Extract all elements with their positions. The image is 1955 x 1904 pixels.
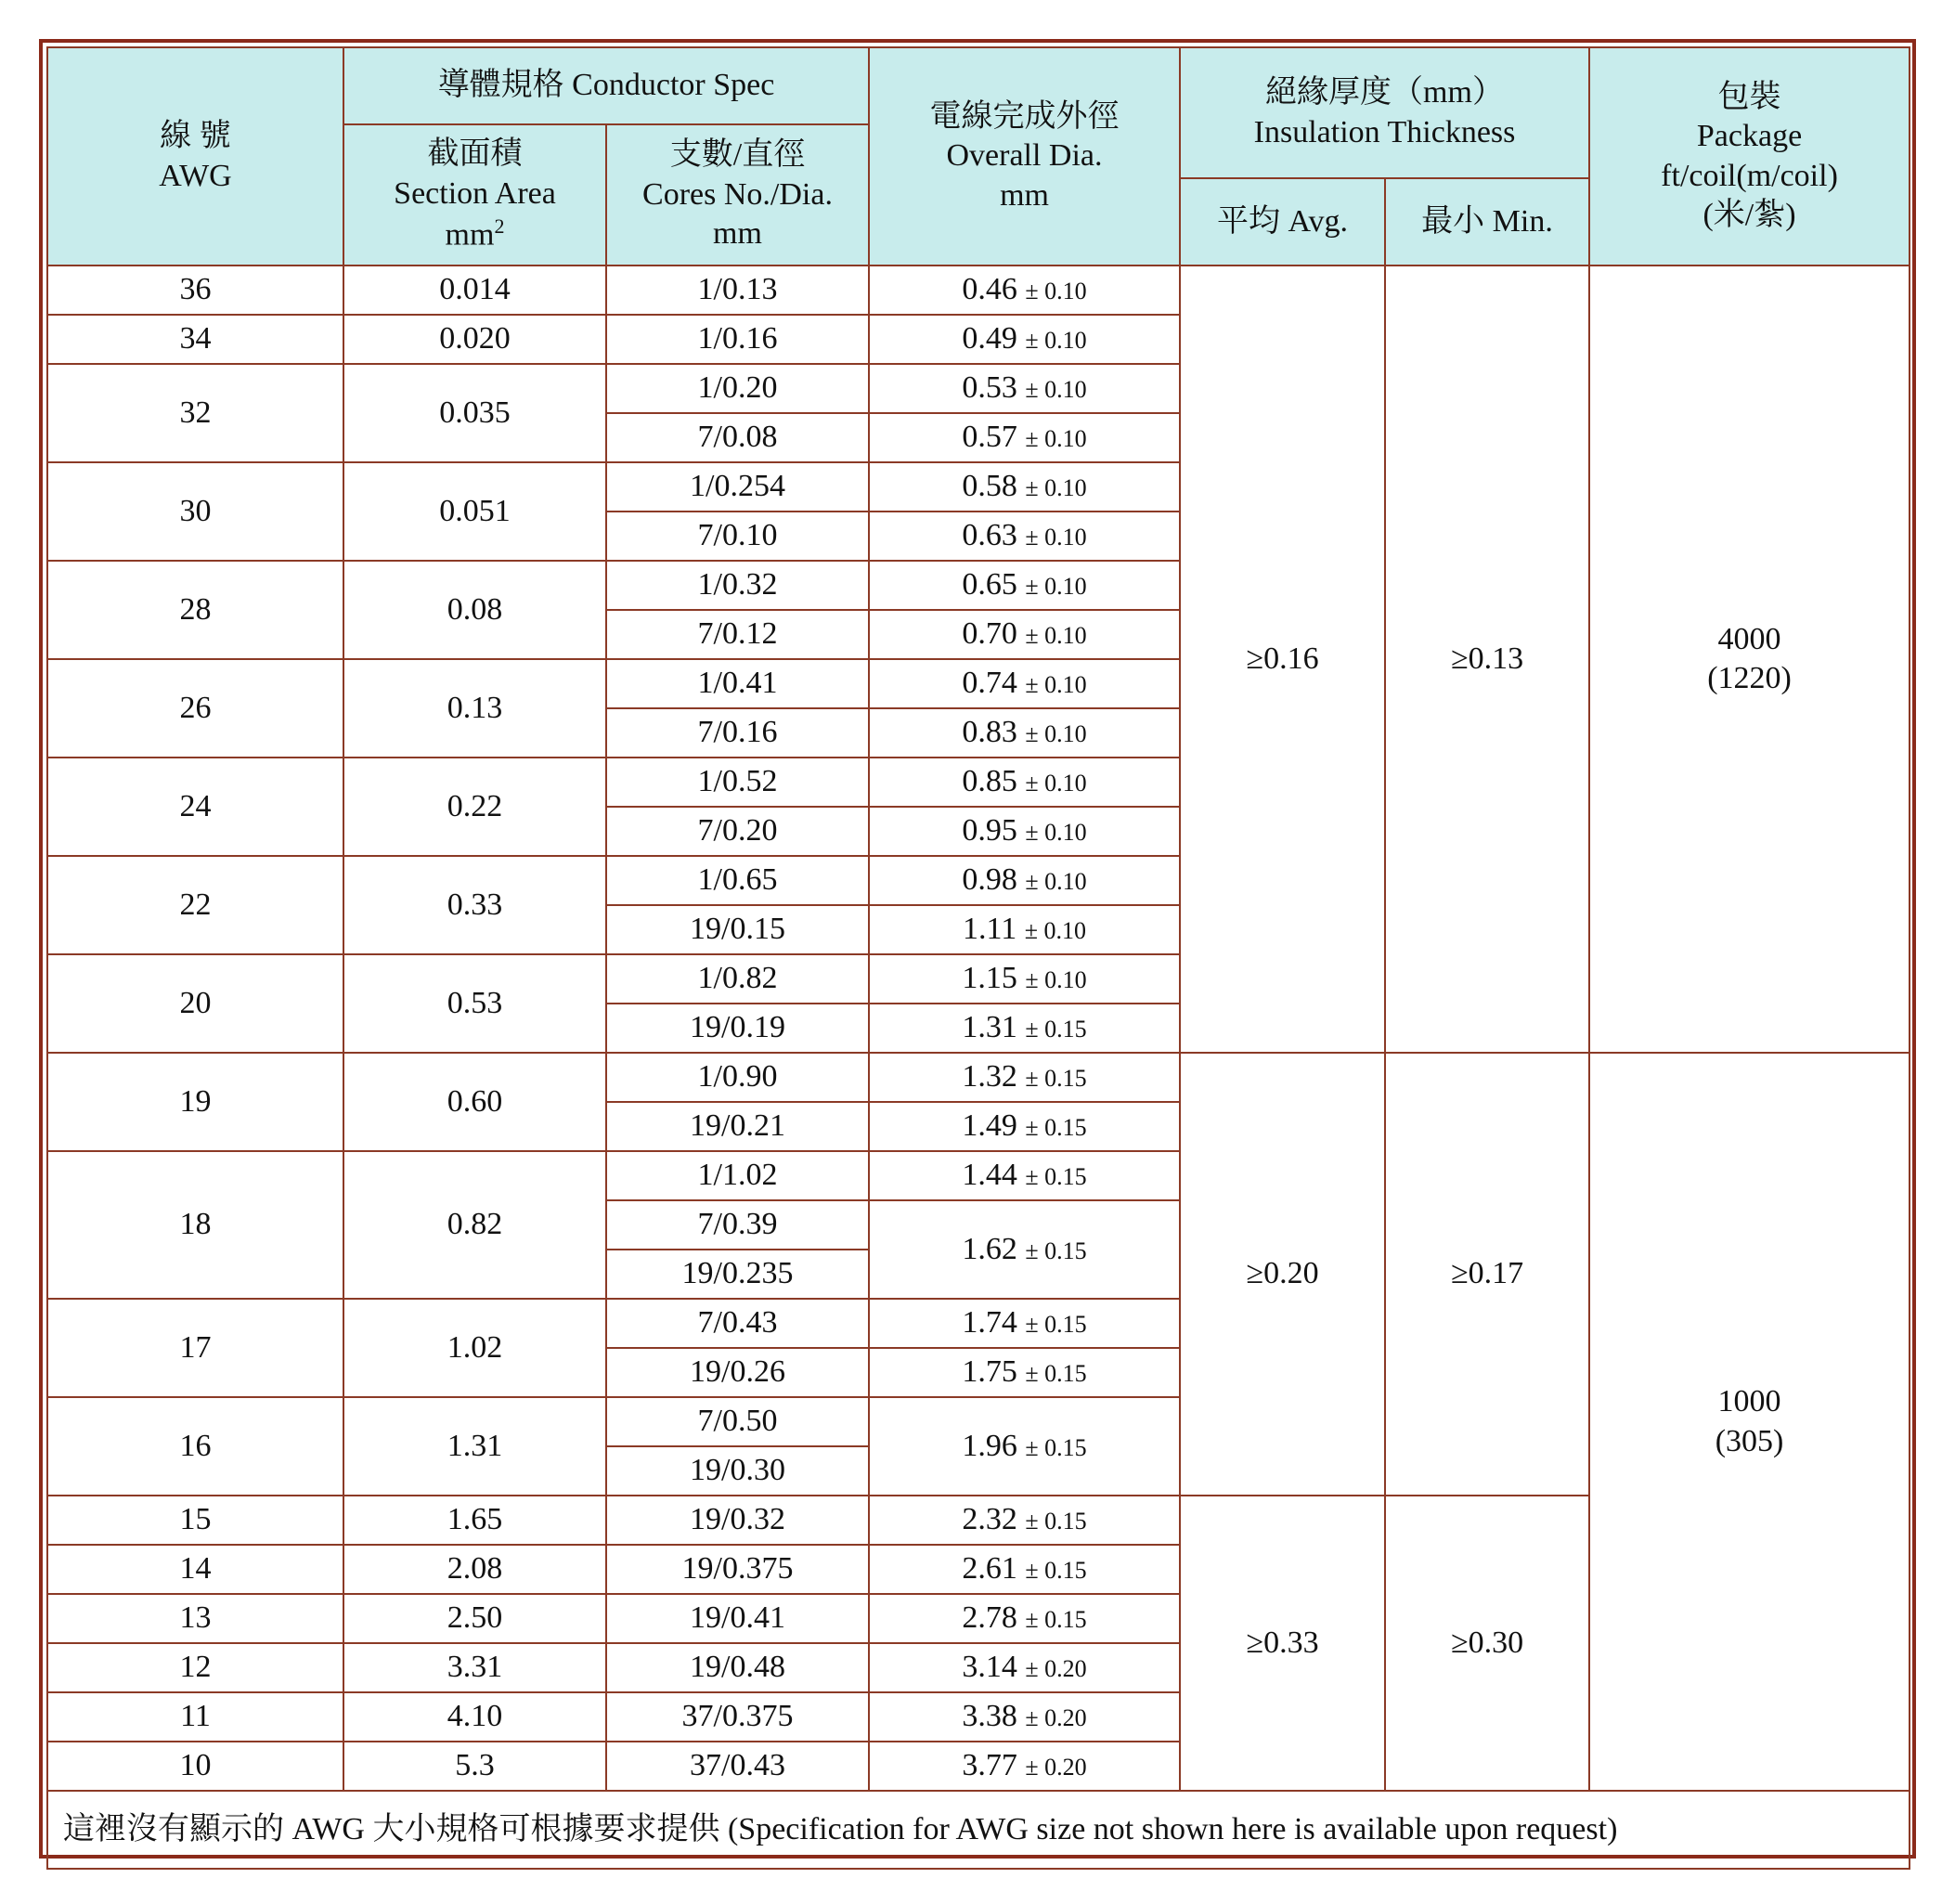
dia-tolerance: ± 0.10 — [1025, 966, 1087, 994]
dia-tolerance: ± 0.10 — [1025, 770, 1087, 797]
dia-value: 1.44 — [962, 1158, 1017, 1193]
section-area-cell: 2.08 — [343, 1545, 606, 1594]
dia-value: 0.46 — [962, 272, 1017, 307]
overall-dia-cell — [869, 462, 1180, 512]
insulation-avg-cell: ≥0.16 — [1180, 266, 1385, 1053]
insulation-avg-cell: ≥0.33 — [1180, 1496, 1385, 1791]
header-awg: 線 號 AWG — [47, 47, 343, 266]
cores-cell: 1/0.20 — [606, 364, 869, 413]
cores-cell: 1/1.02 — [606, 1151, 869, 1200]
cores-cell: 1/0.82 — [606, 954, 869, 1004]
cores-cell: 37/0.43 — [606, 1742, 869, 1791]
header-insulation: 絕緣厚度（mm） Insulation Thickness — [1180, 47, 1589, 178]
dia-tolerance: ± 0.15 — [1025, 1557, 1087, 1585]
section-area-cell: 0.035 — [343, 364, 606, 462]
package-cell — [1589, 1053, 1910, 1791]
dia-tolerance: ± 0.15 — [1025, 1508, 1087, 1535]
header-min: 最小 Min. — [1385, 178, 1589, 266]
dia-value: 2.78 — [962, 1600, 1017, 1636]
insulation-min-cell: ≥0.30 — [1385, 1496, 1589, 1791]
header-avg: 平均 Avg. — [1180, 178, 1385, 266]
section-area-cell: 1.02 — [343, 1299, 606, 1397]
section-area-cell: 0.82 — [343, 1151, 606, 1299]
cores-cell: 7/0.08 — [606, 413, 869, 462]
dia-tolerance: ± 0.10 — [1025, 278, 1087, 305]
awg-cell: 12 — [47, 1643, 343, 1692]
section-area-cell: 5.3 — [343, 1742, 606, 1791]
header-conductor-spec: 導體規格 Conductor Spec — [343, 47, 869, 124]
dia-value: 0.58 — [962, 469, 1017, 504]
overall-dia-cell — [869, 610, 1180, 659]
overall-dia-cell — [869, 315, 1180, 364]
cores-cell: 1/0.32 — [606, 561, 869, 610]
overall-dia-cell — [869, 1397, 1180, 1496]
dia-value: 1.31 — [962, 1010, 1017, 1045]
cores-cell: 19/0.32 — [606, 1496, 869, 1545]
dia-tolerance: ± 0.15 — [1025, 1606, 1087, 1634]
overall-dia-cell — [869, 1348, 1180, 1397]
package-m: (305) — [1715, 1423, 1784, 1458]
overall-dia-cell — [869, 954, 1180, 1004]
overall-dia-cell — [869, 708, 1180, 758]
dia-tolerance: ± 0.15 — [1025, 1016, 1087, 1043]
dia-value: 1.15 — [962, 961, 1017, 996]
overall-dia-cell — [869, 1299, 1180, 1348]
overall-dia-cell — [869, 1742, 1180, 1791]
dia-tolerance: ± 0.10 — [1025, 376, 1087, 404]
dia-tolerance: ± 0.15 — [1025, 1360, 1087, 1388]
dia-tolerance: ± 0.15 — [1025, 1065, 1087, 1093]
dia-tolerance: ± 0.20 — [1025, 1754, 1087, 1781]
awg-cell: 22 — [47, 856, 343, 954]
section-area-cell: 4.10 — [343, 1692, 606, 1742]
awg-cell: 26 — [47, 659, 343, 758]
dia-tolerance: ± 0.20 — [1025, 1704, 1087, 1732]
dia-value: 0.65 — [962, 567, 1017, 602]
overall-dia-cell — [869, 856, 1180, 905]
dia-value: 1.96 — [962, 1428, 1017, 1463]
overall-dia-cell — [869, 1151, 1180, 1200]
awg-cell: 18 — [47, 1151, 343, 1299]
table-row — [47, 266, 1910, 315]
cores-cell: 1/0.52 — [606, 758, 869, 807]
awg-cell: 24 — [47, 758, 343, 856]
cores-cell: 19/0.26 — [606, 1348, 869, 1397]
dia-value: 0.85 — [962, 764, 1017, 799]
cores-cell: 19/0.48 — [606, 1643, 869, 1692]
awg-cell: 17 — [47, 1299, 343, 1397]
overall-dia-cell — [869, 659, 1180, 708]
overall-dia-cell — [869, 1545, 1180, 1594]
dia-value: 3.14 — [962, 1650, 1017, 1685]
overall-dia-cell — [869, 807, 1180, 856]
dia-value: 3.38 — [962, 1699, 1017, 1734]
dia-value: 1.32 — [962, 1059, 1017, 1094]
dia-value: 0.83 — [962, 715, 1017, 750]
section-area-cell: 0.051 — [343, 462, 606, 561]
awg-cell: 10 — [47, 1742, 343, 1791]
table-header — [47, 47, 1910, 266]
header-package: 包裝 Package ft/coil(m/coil) (米/紮) — [1589, 47, 1910, 266]
package-ft: 4000 — [1717, 621, 1781, 656]
dia-tolerance: ± 0.15 — [1025, 1237, 1087, 1264]
dia-tolerance: ± 0.10 — [1025, 474, 1087, 502]
package-ft: 1000 — [1717, 1384, 1781, 1418]
dia-value: 2.32 — [962, 1502, 1017, 1537]
overall-dia-cell — [869, 758, 1180, 807]
section-area-cell: 0.08 — [343, 561, 606, 659]
section-area-cell: 0.014 — [343, 266, 606, 315]
dia-tolerance: ± 0.10 — [1025, 819, 1087, 847]
cores-cell: 1/0.90 — [606, 1053, 869, 1102]
cores-cell: 1/0.254 — [606, 462, 869, 512]
overall-dia-cell — [869, 1102, 1180, 1151]
cores-cell: 7/0.16 — [606, 708, 869, 758]
cores-cell: 19/0.235 — [606, 1250, 869, 1299]
section-area-cell: 1.65 — [343, 1496, 606, 1545]
section-area-cell: 1.31 — [343, 1397, 606, 1496]
dia-value: 1.49 — [962, 1108, 1017, 1144]
cores-cell: 7/0.20 — [606, 807, 869, 856]
overall-dia-cell — [869, 512, 1180, 561]
dia-value: 0.53 — [962, 370, 1017, 406]
overall-dia-cell — [869, 1200, 1180, 1299]
cores-cell: 1/0.16 — [606, 315, 869, 364]
dia-tolerance: ± 0.10 — [1025, 425, 1087, 453]
awg-cell: 13 — [47, 1594, 343, 1643]
cores-cell: 19/0.21 — [606, 1102, 869, 1151]
overall-dia-cell — [869, 1594, 1180, 1643]
dia-tolerance: ± 0.10 — [1025, 622, 1087, 650]
awg-cell: 14 — [47, 1545, 343, 1594]
dia-value: 0.49 — [962, 321, 1017, 356]
overall-dia-cell — [869, 1692, 1180, 1742]
awg-cell: 28 — [47, 561, 343, 659]
package-m: (1220) — [1707, 661, 1792, 695]
footnote: 這裡沒有顯示的 AWG 大小規格可根據要求提供 (Specification for AWG size not shown here is available upon request) — [47, 1791, 1910, 1869]
section-area-cell: 0.53 — [343, 954, 606, 1053]
insulation-min-cell: ≥0.17 — [1385, 1053, 1589, 1496]
package-cell — [1589, 266, 1910, 1053]
overall-dia-cell — [869, 561, 1180, 610]
dia-value: 0.74 — [962, 666, 1017, 701]
header-overall-dia: 電線完成外徑 Overall Dia. mm — [869, 47, 1180, 266]
cores-cell: 1/0.41 — [606, 659, 869, 708]
overall-dia-cell — [869, 266, 1180, 315]
dia-tolerance: ± 0.10 — [1025, 720, 1087, 748]
awg-cell: 19 — [47, 1053, 343, 1151]
dia-tolerance: ± 0.15 — [1025, 1163, 1087, 1191]
cores-cell: 1/0.13 — [606, 266, 869, 315]
cores-cell: 7/0.43 — [606, 1299, 869, 1348]
table-row — [47, 1053, 1910, 1102]
dia-tolerance: ± 0.10 — [1025, 327, 1087, 355]
dia-value: 0.63 — [962, 518, 1017, 553]
insulation-avg-cell: ≥0.20 — [1180, 1053, 1385, 1496]
cores-cell: 1/0.65 — [606, 856, 869, 905]
dia-value: 1.11 — [963, 912, 1017, 947]
overall-dia-cell — [869, 364, 1180, 413]
header-section-area: 截面積 Section Area $mm^2$ — [343, 124, 606, 266]
dia-tolerance: ± 0.10 — [1025, 573, 1087, 601]
table-body — [47, 266, 1910, 1791]
overall-dia-cell — [869, 1643, 1180, 1692]
overall-dia-cell — [869, 1053, 1180, 1102]
dia-value: 0.95 — [962, 813, 1017, 848]
awg-cell: 30 — [47, 462, 343, 561]
dia-tolerance: ± 0.10 — [1025, 868, 1087, 896]
section-area-cell: 0.60 — [343, 1053, 606, 1151]
overall-dia-cell — [869, 905, 1180, 954]
cores-cell: 7/0.50 — [606, 1397, 869, 1446]
section-area-cell: 0.33 — [343, 856, 606, 954]
section-area-cell: 3.31 — [343, 1643, 606, 1692]
awg-cell: 36 — [47, 266, 343, 315]
cores-cell: 7/0.39 — [606, 1200, 869, 1250]
dia-tolerance: ± 0.10 — [1025, 671, 1087, 699]
dia-value: 1.62 — [962, 1231, 1017, 1266]
overall-dia-cell — [869, 1004, 1180, 1053]
dia-value: 0.98 — [962, 862, 1017, 898]
dia-tolerance: ± 0.10 — [1024, 917, 1087, 945]
cores-cell: 19/0.30 — [606, 1446, 869, 1496]
cores-cell: 7/0.10 — [606, 512, 869, 561]
awg-cell: 32 — [47, 364, 343, 462]
cores-cell: 19/0.19 — [606, 1004, 869, 1053]
dia-value: 2.61 — [962, 1551, 1017, 1587]
cores-cell: 7/0.12 — [606, 610, 869, 659]
awg-cell: 34 — [47, 315, 343, 364]
awg-spec-table — [46, 46, 1910, 1870]
section-area-cell: 0.020 — [343, 315, 606, 364]
dia-value: 0.70 — [962, 616, 1017, 652]
cores-cell: 19/0.41 — [606, 1594, 869, 1643]
overall-dia-cell — [869, 1496, 1180, 1545]
dia-tolerance: ± 0.20 — [1025, 1655, 1087, 1683]
cores-cell: 19/0.15 — [606, 905, 869, 954]
dia-value: 1.74 — [962, 1305, 1017, 1341]
dia-value: 1.75 — [962, 1354, 1017, 1390]
section-area-cell: 0.22 — [343, 758, 606, 856]
section-area-cell: 2.50 — [343, 1594, 606, 1643]
dia-tolerance: ± 0.15 — [1025, 1114, 1087, 1142]
dia-value: 3.77 — [962, 1748, 1017, 1783]
dia-tolerance: ± 0.15 — [1025, 1311, 1087, 1339]
header-cores: 支數/直徑 Cores No./Dia. mm — [606, 124, 869, 266]
dia-value: 0.57 — [962, 420, 1017, 455]
awg-cell: 20 — [47, 954, 343, 1053]
insulation-min-cell: ≥0.13 — [1385, 266, 1589, 1053]
cores-cell: 37/0.375 — [606, 1692, 869, 1742]
cores-cell: 19/0.375 — [606, 1545, 869, 1594]
awg-cell: 16 — [47, 1397, 343, 1496]
overall-dia-cell — [869, 413, 1180, 462]
dia-tolerance: ± 0.15 — [1025, 1433, 1087, 1461]
awg-cell: 11 — [47, 1692, 343, 1742]
section-area-cell: 0.13 — [343, 659, 606, 758]
dia-tolerance: ± 0.10 — [1025, 524, 1087, 551]
awg-cell: 15 — [47, 1496, 343, 1545]
